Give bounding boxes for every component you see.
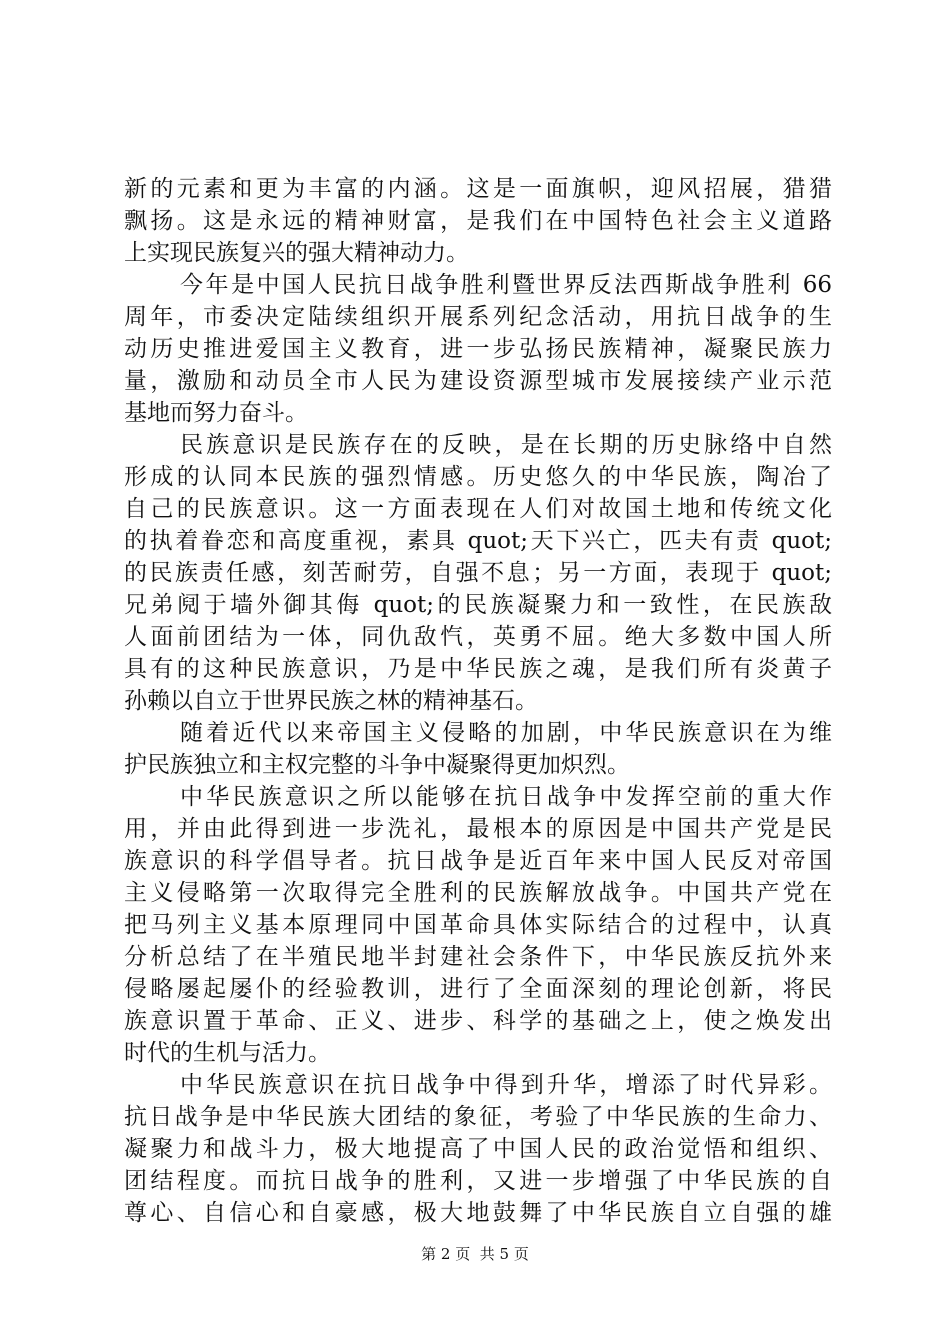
text-line: 护民族独立和主权完整的斗争中凝聚得更加炽烈。 [124,752,630,778]
text-line: 自己的民族意识。这一方面表现在人们对故国土地和传统文化 [124,496,832,522]
text-line: 用，并由此得到进一步洗礼，最根本的原因是中国共产党是民 [124,816,832,842]
text-line: 族意识置于革命、正义、进步、科学的基础之上，使之焕发出 [124,1008,832,1034]
text-line: 时代的生机与活力。 [124,1040,331,1066]
text-line: 人面前团结为一体，同仇敌忾，英勇不屈。绝大多数中国人所 [124,624,832,650]
text-line: 具有的这种民族意识，乃是中华民族之魂，是我们所有炎黄子 [124,656,832,682]
text-line: 周年，市委决定陆续组织开展系列纪念活动，用抗日战争的生 [124,304,832,330]
text-line: 随着近代以来帝国主义侵略的加剧，中华民族意识在为维 [180,720,832,746]
text-line: 基地而努力奋斗。 [124,400,308,426]
text-line: 上实现民族复兴的强大精神动力。 [124,240,469,266]
text-line: 主义侵略第一次取得完全胜利的民族解放战争。中国共产党在 [124,880,832,906]
text-line: 民族意识是民族存在的反映，是在长期的历史脉络中自然 [180,432,832,458]
text-line: 尊心、自信心和自豪感，极大地鼓舞了中华民族自立自强的雄 [124,1200,832,1226]
text-line: 的执着眷恋和高度重视，素具 quot;天下兴亡，匹夫有责 quot; [124,528,832,554]
text-line: 团结程度。而抗日战争的胜利，又进一步增强了中华民族的自 [124,1168,832,1194]
text-line: 把马列主义基本原理同中国革命具体实际结合的过程中，认真 [124,912,832,938]
text-line: 兄弟阋于墙外御其侮 quot;的民族凝聚力和一致性，在民族敌 [124,592,832,618]
text-line: 凝聚力和战斗力，极大地提高了中国人民的政治觉悟和组织、 [124,1136,832,1162]
text-line: 飘扬。这是永远的精神财富，是我们在中国特色社会主义道路 [124,208,832,234]
page-footer: 第 2 页 共 5 页 [421,1245,529,1263]
text-line: 分析总结了在半殖民地半封建社会条件下，中华民族反抗外来 [124,944,832,970]
text-line: 今年是中国人民抗日战争胜利暨世界反法西斯战争胜利 66 [180,272,832,298]
text-line: 中华民族意识在抗日战争中得到升华，增添了时代异彩。 [180,1072,832,1098]
text-line: 抗日战争是中华民族大团结的象征，考验了中华民族的生命力、 [124,1104,832,1130]
document-body [124,173,832,1229]
text-line: 新的元素和更为丰富的内涵。这是一面旗帜，迎风招展，猎猎 [124,176,832,202]
text-line: 侵略屡起屡仆的经验教训，进行了全面深刻的理论创新，将民 [124,976,832,1002]
text-line: 的民族责任感，刻苦耐劳，自强不息；另一方面，表现于 quot; [124,560,832,586]
text-line: 形成的认同本民族的强烈情感。历史悠久的中华民族，陶冶了 [124,464,832,490]
text-line: 动历史推进爱国主义教育，进一步弘扬民族精神，凝聚民族力 [124,336,832,362]
text-line: 量，激励和动员全市人民为建设资源型城市发展接续产业示范 [124,368,832,394]
text-line: 孙赖以自立于世界民族之林的精神基石。 [124,688,538,714]
text-line: 中华民族意识之所以能够在抗日战争中发挥空前的重大作 [180,784,832,810]
text-line: 族意识的科学倡导者。抗日战争是近百年来中国人民反对帝国 [124,848,832,874]
